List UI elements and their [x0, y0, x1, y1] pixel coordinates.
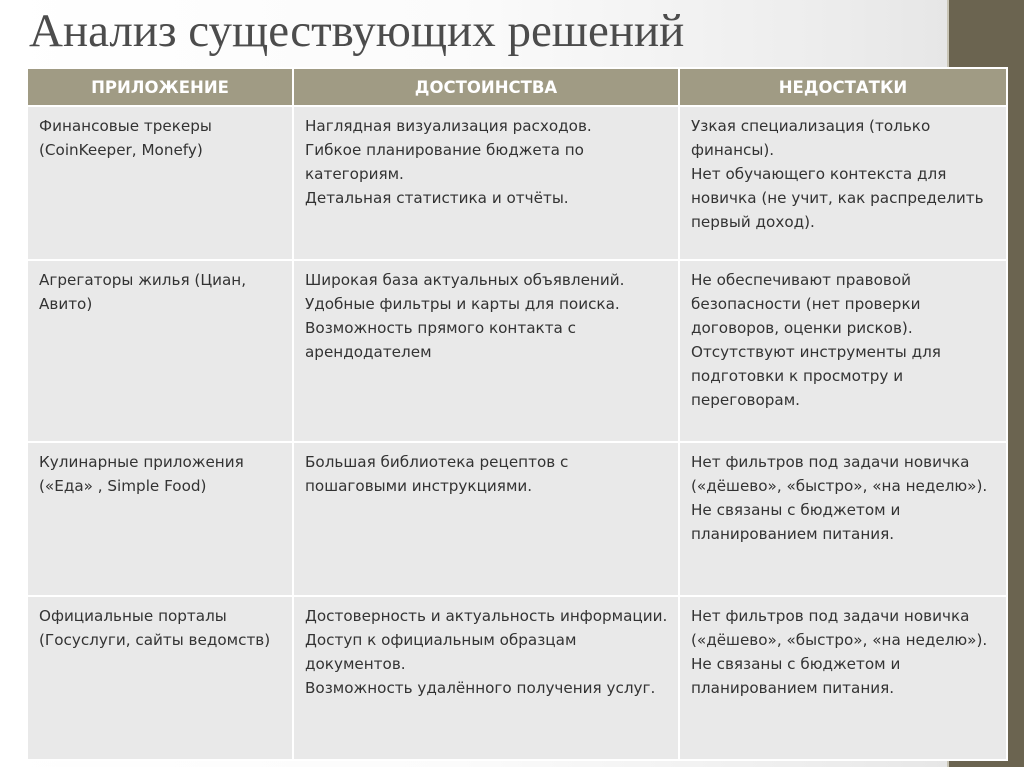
header-disadvantages: НЕДОСТАТКИ	[679, 68, 1007, 106]
cell-application	[27, 442, 293, 596]
cell-line: Нет фильтров под задачи новичка («дёшево», «быстро», «на неделю»).	[691, 607, 988, 649]
cell-application	[27, 106, 293, 260]
comparison-table	[26, 67, 1008, 761]
cell-advantages	[293, 106, 679, 260]
cell-line: Большая библиотека рецептов с пошаговыми инструкциями.	[305, 453, 569, 495]
cell-disadvantages	[679, 106, 1007, 260]
cell-line: Возможность удалённого получения услуг.	[305, 679, 656, 697]
cell-line: Финансовые трекеры (CoinKeeper, Monefy)	[39, 117, 212, 159]
cell-line: Агрегаторы жилья (Циан, Авито)	[39, 271, 247, 313]
cell-disadvantages	[679, 260, 1007, 442]
cell-line: Нет обучающего контекста для новичка (не учит, как распределить первый доход).	[691, 165, 984, 231]
cell-line: Широкая база актуальных объявлений.	[305, 271, 625, 289]
cell-line: Официальные порталы (Госуслуги, сайты ведомств)	[39, 607, 271, 649]
cell-line: Доступ к официальным образцам документов.	[305, 631, 577, 673]
cell-line: Кулинарные приложения («Еда» , Simple Food)	[39, 453, 244, 495]
cell-line: Достоверность и актуальность информации.	[305, 607, 668, 625]
cell-line: Узкая специализация (только финансы).	[691, 117, 931, 159]
table-row	[27, 260, 1007, 442]
cell-line: Не связаны с бюджетом и планированием питания.	[691, 501, 901, 543]
table-row	[27, 106, 1007, 260]
cell-line: Гибкое планирование бюджета по категориям.	[305, 141, 584, 183]
header-advantages: ДОСТОИНСТВА	[293, 68, 679, 106]
cell-line: Нет фильтров под задачи новичка («дёшево», «быстро», «на неделю»).	[691, 453, 988, 495]
cell-line: Не обеспечивают правовой безопасности (нет проверки договоров, оценки рисков).	[691, 271, 921, 337]
table-row	[27, 442, 1007, 596]
cell-line: Наглядная визуализация расходов.	[305, 117, 592, 135]
cell-line: Удобные фильтры и карты для поиска.	[305, 295, 620, 313]
header-application: ПРИЛОЖЕНИЕ	[27, 68, 293, 106]
cell-line: Отсутствуют инструменты для подготовки к просмотру и переговорам.	[691, 343, 941, 409]
cell-disadvantages	[679, 596, 1007, 760]
cell-disadvantages	[679, 442, 1007, 596]
cell-advantages	[293, 442, 679, 596]
cell-application	[27, 260, 293, 442]
cell-line: Детальная статистика и отчёты.	[305, 189, 569, 207]
cell-application	[27, 596, 293, 760]
cell-advantages	[293, 260, 679, 442]
cell-line: Возможность прямого контакта с арендодателем	[305, 319, 577, 361]
table-row	[27, 596, 1007, 760]
cell-advantages	[293, 596, 679, 760]
slide-title: Анализ существующих решений	[29, 5, 685, 57]
table-header-row	[27, 68, 1007, 106]
cell-line: Не связаны с бюджетом и планированием питания.	[691, 655, 901, 697]
